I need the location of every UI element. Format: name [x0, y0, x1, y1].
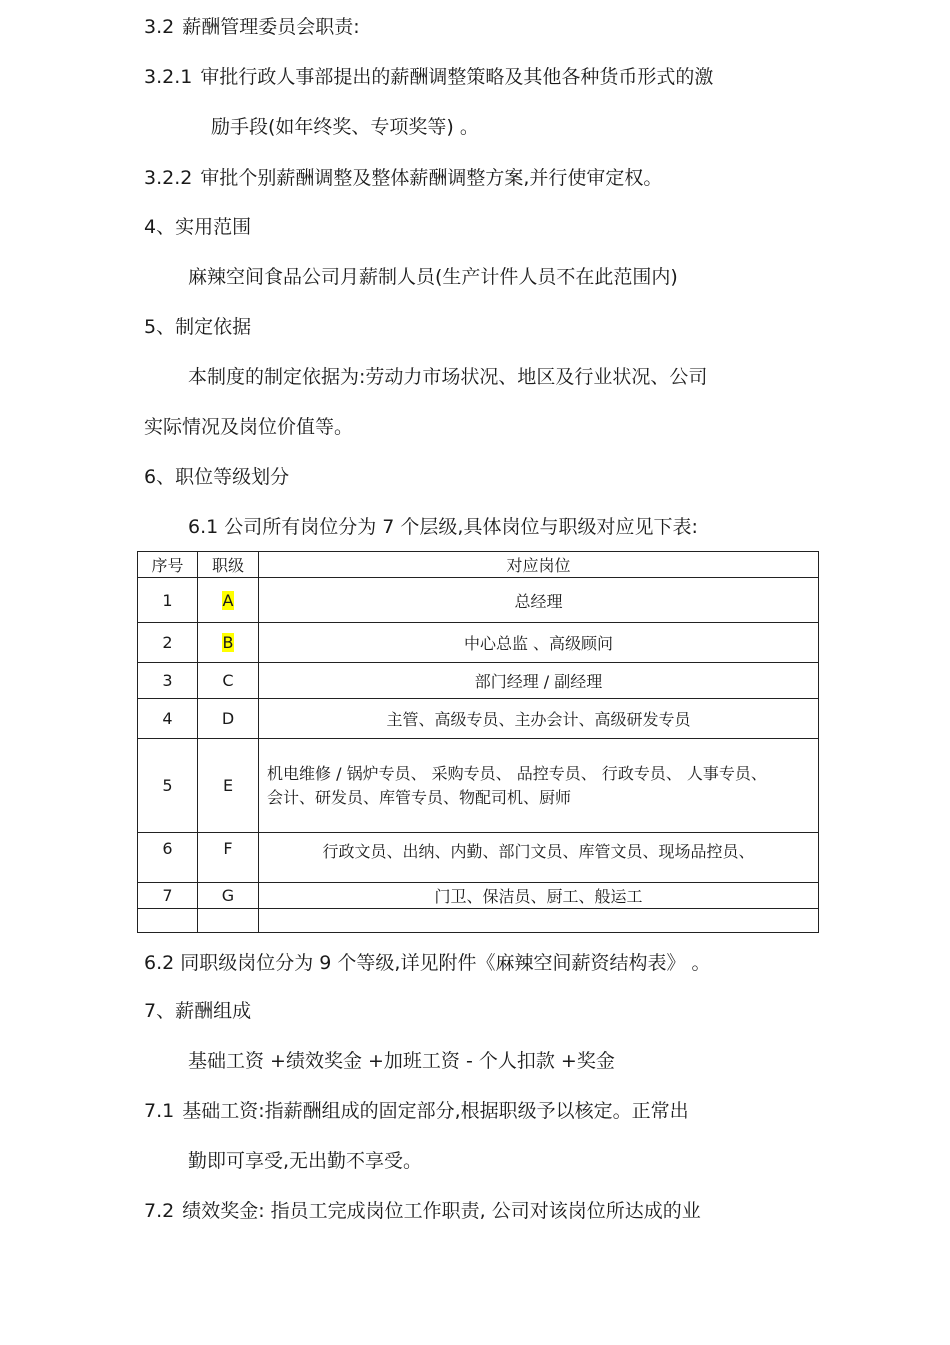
heading-scope: 4、实用范围 [144, 216, 252, 238]
row-no: 6 [138, 833, 198, 883]
paragraph-3-2-2 [144, 165, 662, 191]
section-number: 3.2 [144, 16, 175, 38]
row-positions: 行政文员、出纳、内勤、部门文员、库管文员、现场品控员、 [259, 833, 819, 883]
row-grade: F [198, 833, 259, 883]
header-grade: 职级 [198, 552, 259, 578]
row-grade: C [198, 663, 259, 699]
table-row [138, 883, 819, 909]
paragraph-text: 励手段(如年终奖、专项奖等) 。 [211, 116, 479, 138]
row-positions: 门卫、保洁员、厨工、般运工 [259, 883, 819, 909]
row-grade [198, 623, 259, 663]
row-no: 1 [138, 578, 198, 623]
header-positions: 对应岗位 [259, 552, 819, 578]
row-positions [259, 739, 819, 833]
highlighted-grade: A [222, 590, 234, 610]
table-row [138, 578, 819, 623]
table-row [138, 663, 819, 699]
paragraph-text: 薪酬管理委员会职责: [182, 16, 360, 38]
paragraph-text: 审批个别薪酬调整及整体薪酬调整方案,并行使审定权。 [200, 167, 663, 189]
paragraph-6-2: 6.2 同职级岗位分为 9 个等级,详见附件《麻辣空间薪资结构表》 。 [144, 952, 711, 974]
paragraph-basis-continued: 实际情况及岗位价值等。 [144, 416, 354, 438]
table-header-row [138, 552, 819, 578]
table-row [138, 699, 819, 739]
header-no: 序号 [138, 552, 198, 578]
paragraph-text: 基础工资:指薪酬组成的固定部分,根据职级予以核定。正常出 [182, 1100, 689, 1122]
row-positions: 中心总监 、高级顾问 [259, 623, 819, 663]
section-number: 7.2 [144, 1200, 175, 1222]
paragraph-text: 绩效奖金: 指员工完成岗位工作职责, 公司对该岗位所达成的业 [182, 1200, 701, 1222]
paragraph-3-2-1-continued [211, 114, 479, 140]
section-number: 3.2.2 [144, 167, 193, 189]
row-positions: 主管、高级专员、主办会计、高级研发专员 [259, 699, 819, 739]
row-positions: 部门经理 / 副经理 [259, 663, 819, 699]
paragraph-3-2-1 [144, 64, 713, 90]
row-no: 4 [138, 699, 198, 739]
heading-grade-division: 6、职位等级划分 [144, 466, 290, 488]
row-no: 2 [138, 623, 198, 663]
row-grade: D [198, 699, 259, 739]
table-row [138, 739, 819, 833]
row-no: 7 [138, 883, 198, 909]
positions-line-2: 会计、研发员、库管专员、物配司机、厨师 [267, 787, 572, 807]
table-row [138, 833, 819, 883]
row-no: 3 [138, 663, 198, 699]
highlighted-grade: B [222, 633, 234, 652]
row-no: 5 [138, 739, 198, 833]
paragraph-7-1-continued: 勤即可享受,无出勤不享受。 [188, 1150, 423, 1172]
positions-line-1: 机电维修 / 锅炉专员、 采购专员、 品控专员、 行政专员、 人事专员、 [267, 763, 767, 783]
row-grade: G [198, 883, 259, 909]
table-row [138, 623, 819, 663]
row-grade [198, 578, 259, 623]
section-number: 3.2.1 [144, 66, 193, 88]
paragraph-text: 审批行政人事部提出的薪酬调整策略及其他各种货币形式的激 [200, 66, 714, 88]
table-empty-row [138, 909, 819, 933]
grade-table [137, 551, 819, 933]
paragraph-scope: 麻辣空间食品公司月薪制人员(生产计件人员不在此范围内) [188, 266, 678, 288]
paragraph-3-2 [144, 14, 360, 40]
heading-basis: 5、制定依据 [144, 316, 252, 338]
row-positions: 总经理 [259, 578, 819, 623]
paragraph-6-1: 6.1 公司所有岗位分为 7 个层级,具体岗位与职级对应见下表: [188, 516, 698, 538]
heading-compensation: 7、薪酬组成 [144, 1000, 252, 1022]
paragraph-7-1 [144, 1098, 689, 1124]
row-grade: E [198, 739, 259, 833]
paragraph-basis: 本制度的制定依据为:劳动力市场状况、地区及行业状况、公司 [188, 366, 708, 388]
paragraph-compensation-formula: 基础工资 +绩效奖金 +加班工资 - 个人扣款 +奖金 [188, 1050, 615, 1072]
paragraph-7-2 [144, 1198, 701, 1224]
section-number: 7.1 [144, 1100, 175, 1122]
